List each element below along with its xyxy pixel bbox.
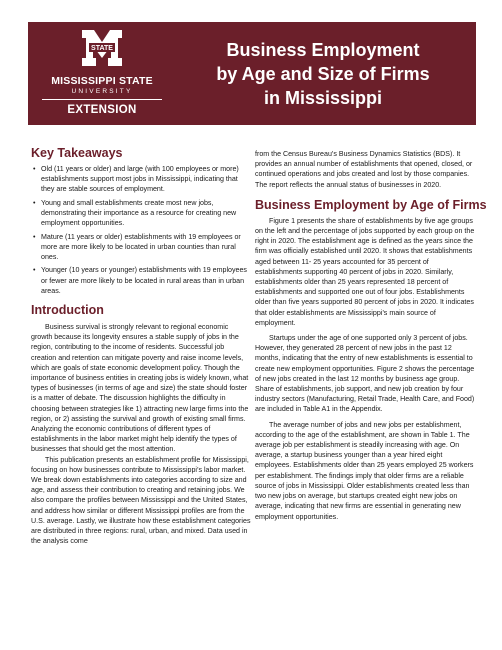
right-column: [255, 149, 487, 522]
takeaway-item: • Old (11 years or older) and large (with 100 employees or more) establishments support most jobs in Mississippi, indicating that they are stable sources of employment.: [31, 164, 251, 195]
logo-mark-text: STATE: [91, 45, 113, 52]
intro-paragraph: This publication presents an establishment profile for Mississippi, focusing on how businesses contribute to Mississippi’s labor market. We break down establishments into categories according to size and age, and assess their contribution to creating and retaining jobs. We also compare the profiles between Mississippi and the United States, and address how similar or different Mississippi profiles are from the U.S. average. Lastly, we illustrate how these establishment categories are distributed in three regions: rural, urban, and mixed. Data used in the analysis come: [31, 455, 251, 546]
title-line: by Age and Size of Firms: [216, 64, 430, 84]
logo-divider: [42, 99, 162, 100]
logo-university-name: MISSISSIPPI STATE: [51, 75, 153, 87]
key-takeaways-heading: Key Takeaways: [31, 146, 123, 160]
introduction-heading: Introduction: [31, 303, 104, 317]
body-paragraph: Figure 1 presents the share of establishments by five age groups on the left and the percentage of jobs supported by each group on the right in 2020. The establishment age is defined as the years since the firm was officially established until 2020. It shows that establishments aged between 11- 25 years accounted for 35 percent of establishments supporting 40 percent of jobs in 2020. Similarly, establishments older than 25 years represented 18 percent of establishments and supported one out of four jobs. Establishments older than five years supported 80 percent of jobs in 2020. It indicates that older establishments are Mississippi’s main source of employment.: [255, 216, 475, 327]
body-paragraph: The average number of jobs and new jobs per establishment, according to the age of the establishment, are shown in Table 1. The average job per establishment is steadily increasing with age. On average, a startup business younger than a year hired eight employees. Establishments older than 25 years employed 25 workers per establishment. The findings imply that older firms are a reliable source of jobs in Mississippi. Older establishments created less than two new jobs on average, but startups created eight new jobs on average, indicating that new firms are essential in generating new employment opportunities.: [255, 420, 474, 521]
takeaway-item: • Mature (11 years or older) establishments with 19 employees or more are more likely to be located in urban counties than rural ones.: [31, 232, 251, 263]
key-takeaways-list: [31, 164, 251, 296]
takeaway-item: • Young and small establishments create most new jobs, demonstrating their importance as a resource for creating new employment opportunities.: [31, 198, 251, 229]
logo-university-word: UNIVERSITY: [71, 88, 133, 95]
business-employment-by-age-heading: Business Employment by Age of Firms: [255, 197, 487, 212]
title-line: Business Employment: [226, 40, 420, 60]
body-paragraph: Startups under the age of one supported only 3 percent of jobs. However, they generated 28 percent of new jobs in the past 12 months, indicating that the entry of new establishments is essential to create new employment opportunities. Figure 2 shows the percentage of new jobs created in the last 12 months by business age group. Share of establishments, job support, and new job creation by four industry sectors (Manufacturing, Retail Trade, Health Care, and Food) are included in Table A1 in the Appendix.: [255, 334, 475, 414]
logo-extension: EXTENSION: [67, 104, 137, 116]
takeaway-item: • Younger (10 years or younger) establishments with 19 employees or fewer are more likely to be located in rural areas than in urban areas.: [31, 265, 251, 296]
left-column: [31, 146, 251, 546]
continuation-paragraph: from the Census Bureau’s Business Dynamics Statistics (BDS). It provides an annual number of establishments that opened, closed, or continued operations and jobs created and lost by those companies. The report reflects the annual status of businesses in 2020.: [255, 150, 473, 189]
header-banner: [28, 22, 476, 125]
title-line: in Mississippi: [263, 88, 383, 108]
msu-extension-logo: [36, 28, 168, 120]
intro-paragraph: Business survival is strongly relevant to regional economic growth because its longevity ensures a stable supply of jobs in the region, contributing to the income of residents. Successful job creation and retention can mitigate poverty and raise income levels, which are goals of state economic development policy. Though the importance of business entities in creating jobs is widely known, what types of businesses (in terms of age and size) the state should foster is a matter of debate. The discussion highlights the difficulty in choosing between strategies like 1) attracting new large firms into the region, or 2) assisting the survival and growth of existing small firms. Analyzing the economic contributions of different types of establishments in the labor market might help identify the types of businesses that should get the most attention.: [31, 323, 249, 454]
msu-m-mark-icon: [80, 28, 124, 68]
document-title: [178, 38, 468, 110]
